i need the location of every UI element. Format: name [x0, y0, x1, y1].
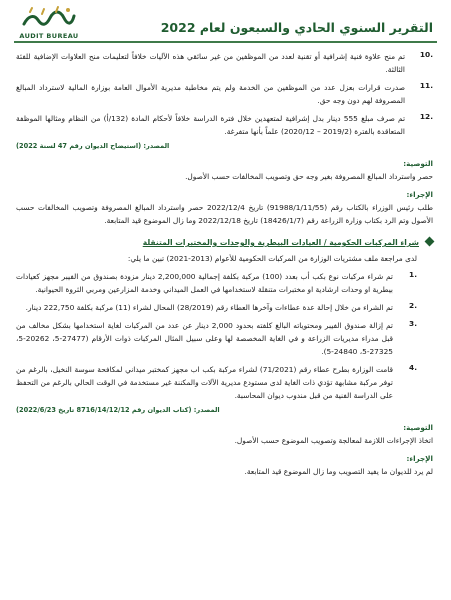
- recommendation-label: التوصية:: [403, 159, 433, 168]
- sub-item-text: تم شراء مركبات نوع بكب أب بعدد (100) مركبة بكلفة إجمالية 2,200,000 دينار مزودة بصندوق من الفيبر مجهز كعيادات بيطرية او وحدات ارشادية او مختبرات متنقلة لاستخدامها في العمل الميداني وخدمة المزارعين ومربي الثروة الحيوانية.: [16, 272, 393, 294]
- sub-item-text: تم الشراء من خلال إحالة عدة عطاءات وآخرها العطاء رقم (28/2019) المحال لشراء (11) مركبة بكلفة 222,750 دينار.: [25, 303, 393, 312]
- diamond-bullet-icon: [425, 237, 435, 247]
- item-number: .10: [419, 50, 433, 59]
- source-reference: المصدر: (استيضاح الديوان رقم 47 لسنة 2022): [16, 142, 170, 150]
- sub-finding-item: [16, 363, 435, 402]
- page-header: [0, 0, 451, 46]
- action-label: الإجراء:: [406, 190, 433, 199]
- finding-item: [16, 81, 435, 107]
- logo-calligraphy: [20, 6, 76, 30]
- section-heading: [16, 236, 435, 249]
- section-title: شراء المركبات الحكومية / العيادات البيطرية والوحدات والمختبرات المتنقلة: [142, 238, 419, 247]
- sub-item-number: .2: [409, 301, 417, 310]
- action-label: الإجراء:: [406, 454, 433, 463]
- item-text: صدرت قرارات بعزل عدد من الموظفين من الخدمة ولم يتم مخاطبة مديرية الأموال العامة بوزارة المالية لاسترداد المبالغ المصروفة لهم دون وجه حق.: [16, 83, 405, 105]
- action-text: طلب رئيس الوزراء بالكتاب رقم (91988/1/11/55) تاريخ 2022/12/4 حصر واسترداد المبالغ المصروفة وتصويب المخالفات حسب الأصول وتم الرد بكتاب وزارة الزراعة رقم (18426/1/7) تاريخ 2022/12/18 وما زال الموضوع قيد المتابعة.: [16, 203, 433, 225]
- sub-finding-item: [16, 301, 435, 314]
- item-text: تم صرف مبلغ 555 دينار بدل إشرافية لمتعهدين خلال فترة الدراسة خلافاً لأحكام المادة (132/أ) من النظام ومثالها الموظفة المتعاقدة بالفترة (2019/2 – 2020/12) علماً بأنها متفرغة.: [16, 114, 406, 136]
- item-number: .11: [419, 81, 433, 90]
- recommendation-text: حصر واسترداد المبالغ المصروفة بغير وجه حق وتصويب المخالفات حسب الأصول.: [185, 172, 433, 181]
- finding-item: [16, 112, 435, 138]
- sub-finding-item: [16, 270, 435, 296]
- recommendation-text: اتخاذ الإجراءات اللازمة لمعالجة وتصويب الموضوع حسب الأصول.: [234, 436, 433, 445]
- logo-english: AUDIT BUREAU: [19, 32, 79, 40]
- recommendation-label: التوصية:: [403, 423, 433, 432]
- action-text: لم يرد للديوان ما يفيد التصويب وما زال الموضوع قيد المتابعة.: [244, 467, 433, 476]
- section-intro: لدى مراجعة ملف مشتريات الوزارة من المركبات الحكومية للأعوام (2013-2021) تبين ما يلي:: [127, 254, 417, 263]
- report-title: التقرير السنوي الحادي والسبعون لعام 2022: [160, 20, 433, 35]
- source-reference: المصدر: (كتاب الديوان رقم 8716/14/12/12 تاريخ 2022/6/23): [16, 406, 220, 414]
- finding-item: [16, 50, 435, 76]
- header-divider: [14, 41, 437, 43]
- audit-bureau-logo: [14, 6, 84, 42]
- page-content: [16, 50, 435, 594]
- item-number: .12: [419, 112, 433, 121]
- sub-item-number: .1: [409, 270, 417, 279]
- sub-finding-item: [16, 319, 435, 358]
- sub-item-number: .3: [409, 319, 417, 328]
- item-text: تم منح علاوة فنية إشرافية أو تقنية لعدد من الموظفين من غير سائقي هذه الآليات خلافاً لتعليمات منح العلاوات الإضافية للفئة الثالثة.: [16, 52, 405, 74]
- sub-item-number: .4: [409, 363, 417, 372]
- sub-item-text: تم إزالة صندوق الفيبر ومحتوياته البالغ كلفته بحدود 2,000 دينار عن عدد من المركبات لغاية استخدامها بشكل مخالف من قبل مدراء مديريات الزراعة و في الغاية المخصصة لها وعلى سبيل المثال المركبات ذوات الأرقام (27477-5، 20262-5، 27325-5، 24840-5).: [16, 321, 393, 356]
- sub-item-text: قامت الوزارة بطرح عطاء رقم (71/2021) لشراء مركبة بكب اب مجهز كمختبر ميداني لمكافحة سوسة النخيل، بالرغم من توفر مركبة مشابهة تؤدي ذات الغاية لدى مستودع مديرية الآلات والمكننة غير مستخدمة في الوقت الحالي بالرغم من التحفظ على الدراسة الفنية من قبل مندوب ديوان المحاسبة.: [16, 365, 393, 400]
